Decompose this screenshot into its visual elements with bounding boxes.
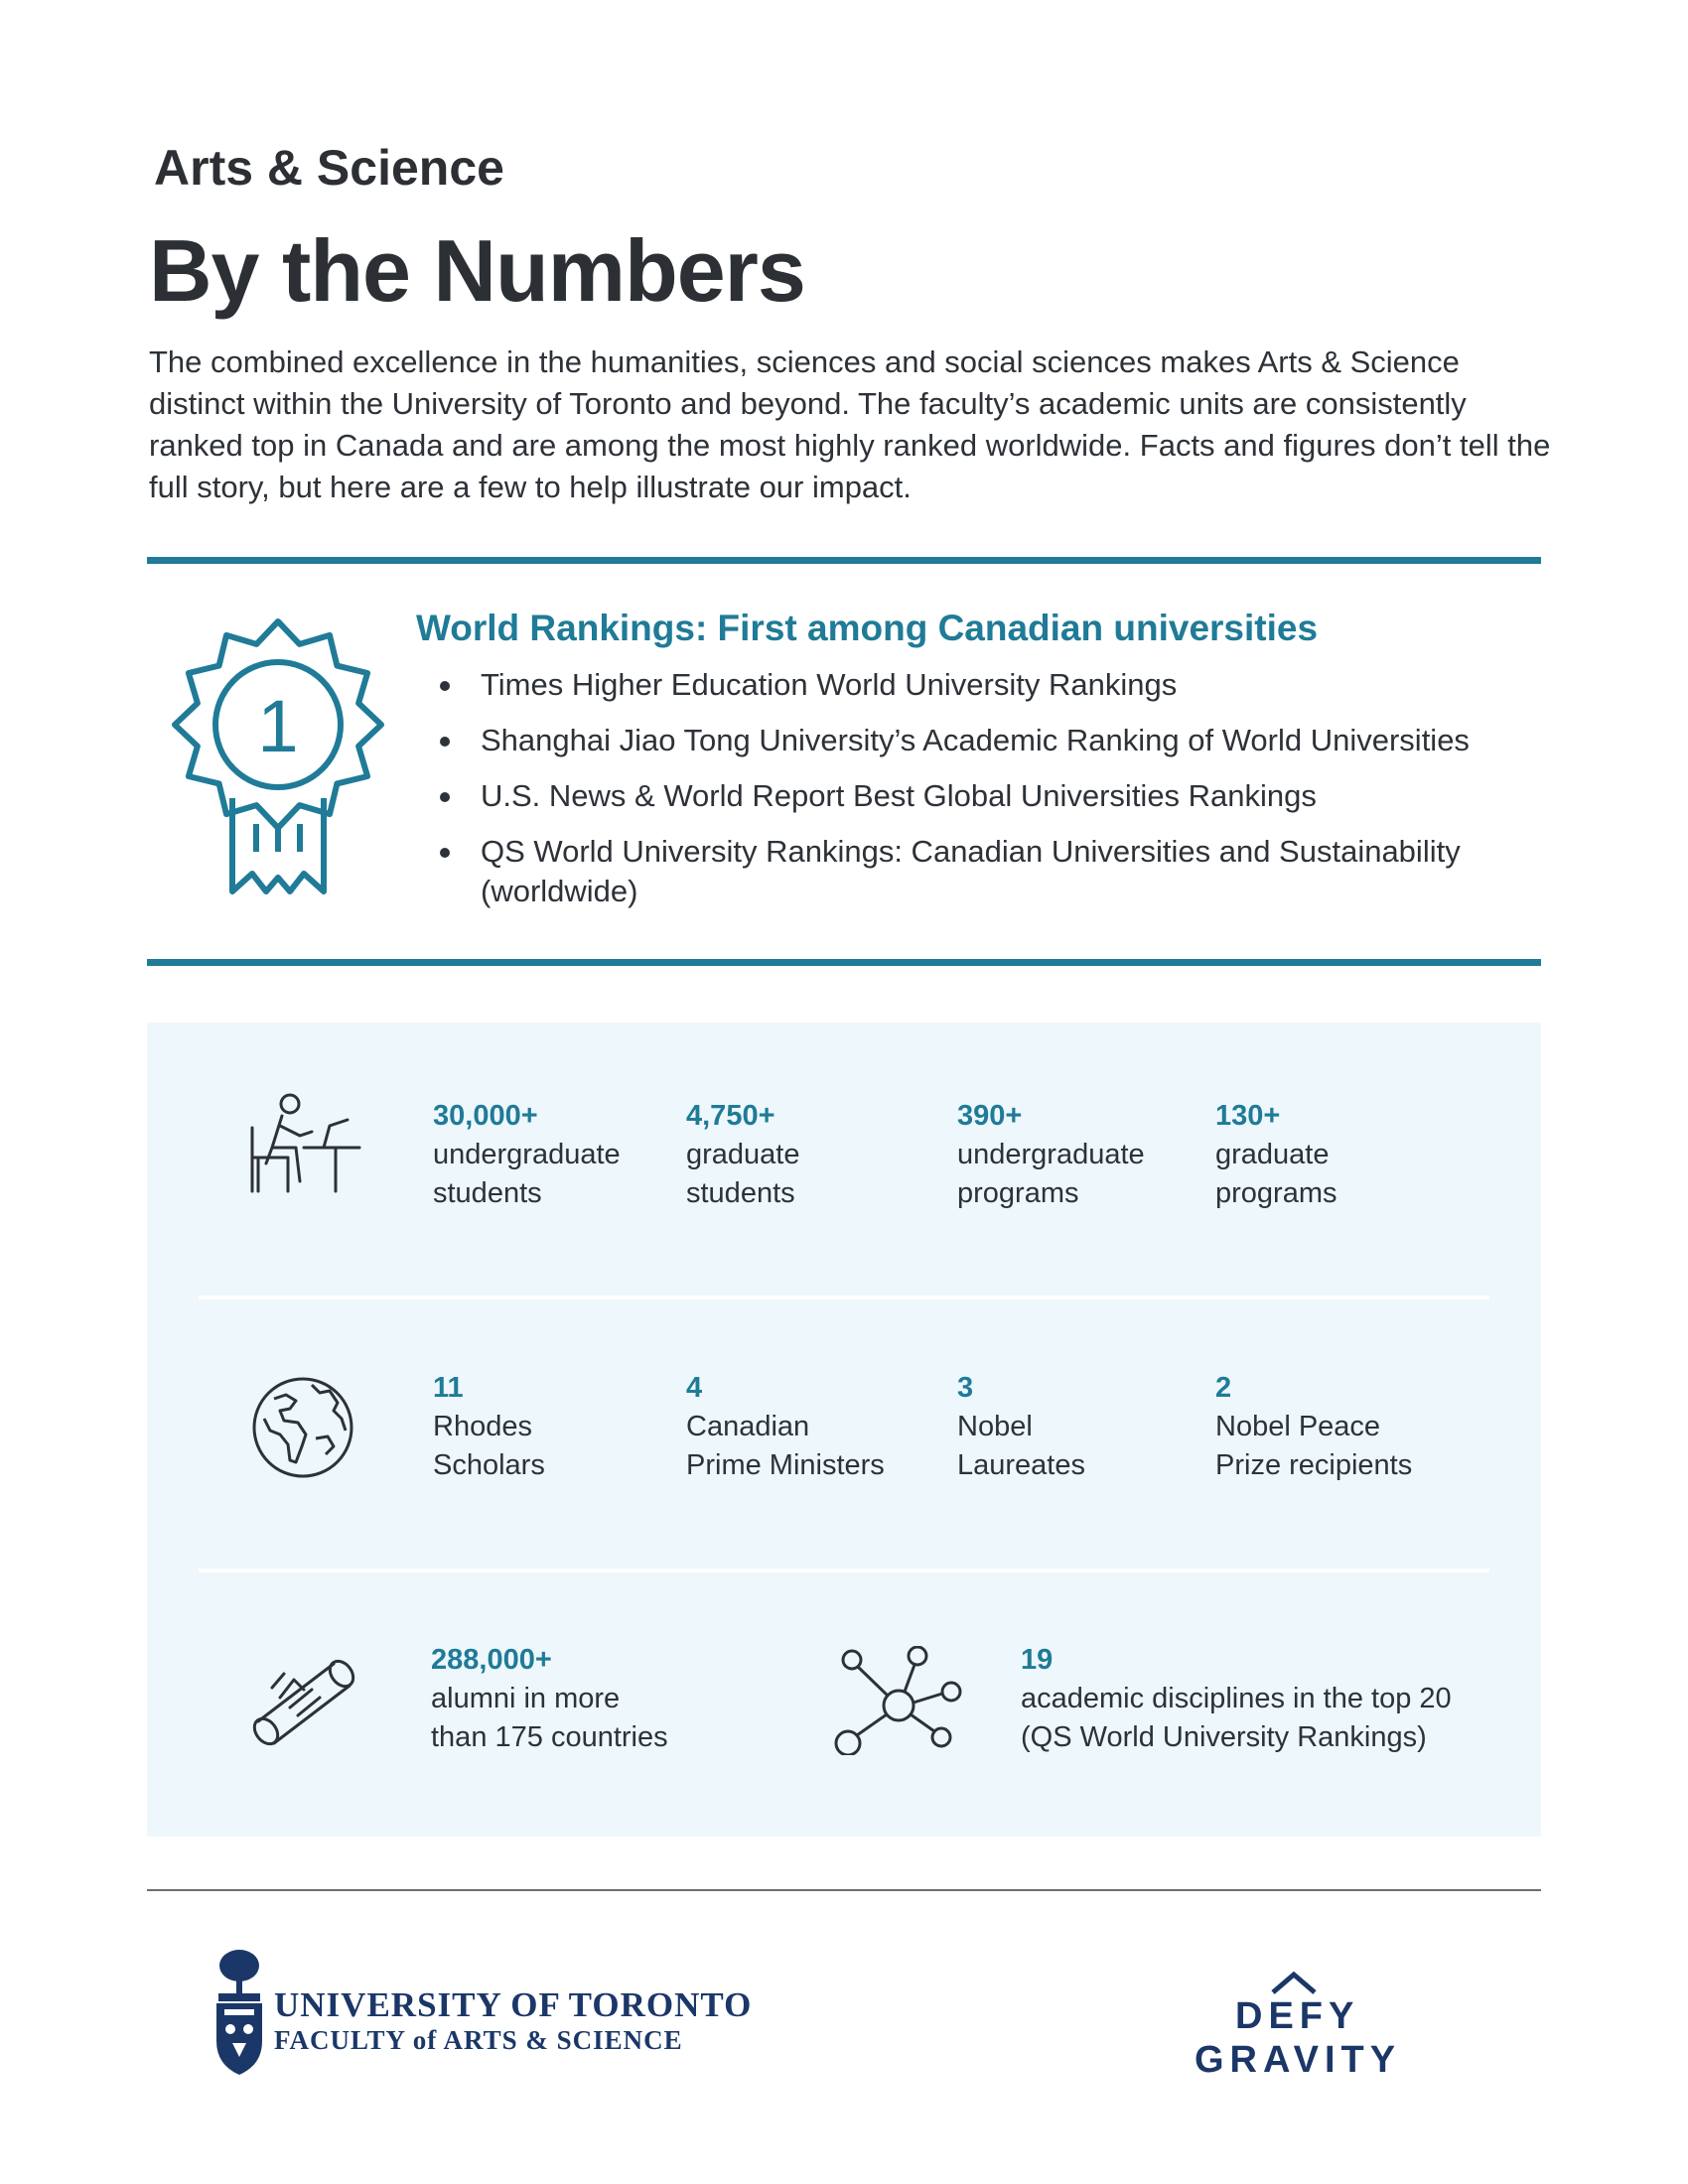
stat-label: Rhodes Scholars xyxy=(433,1411,545,1481)
top-rule xyxy=(147,557,1541,564)
panel-divider xyxy=(199,1569,1489,1572)
stat-value: 2 xyxy=(1215,1372,1232,1404)
stat-graduate-students xyxy=(686,1096,800,1213)
stat-value: 30,000+ xyxy=(433,1100,538,1132)
intro-paragraph: The combined excellence in the humanities, sciences and social sciences makes Arts & Science distinct within the University of Toronto and beyond. The faculty’s academic units are consistently ranked top in Canada and are among the most highly ranked worldwide. Facts and figures don’t tell the full story, but here are a few to help illustrate our impact. xyxy=(149,344,1551,504)
rankings-heading: World Rankings: First among Canadian universities xyxy=(416,608,1319,648)
page-title: By the Numbers xyxy=(149,221,805,320)
student-desk-icon xyxy=(238,1092,367,1206)
rankings-list xyxy=(437,665,1529,927)
stat-value: 390+ xyxy=(957,1100,1023,1132)
stat-value: 19 xyxy=(1021,1644,1054,1676)
stat-value: 4,750+ xyxy=(686,1100,775,1132)
uoft-wordmark: UNIVERSITY OF TORONTO xyxy=(274,1985,753,2024)
uoft-crest-icon xyxy=(211,1948,268,2079)
stat-value: 11 xyxy=(433,1372,464,1404)
stat-label: Nobel Laureates xyxy=(957,1411,1085,1481)
globe-icon xyxy=(250,1375,355,1480)
stat-label: graduate students xyxy=(686,1139,800,1209)
stat-prime-ministers xyxy=(686,1368,885,1485)
stat-nobel-peace xyxy=(1215,1368,1412,1485)
stat-label: alumni in more than 175 countries xyxy=(431,1683,668,1753)
stat-label: undergraduate students xyxy=(433,1139,621,1209)
defy-gravity-line1: DEFY xyxy=(1235,1995,1360,2037)
stat-value: 4 xyxy=(686,1372,703,1404)
page-kicker: Arts & Science xyxy=(154,140,504,196)
bottom-rule xyxy=(147,959,1541,966)
list-item: U.S. News & World Report Best Global Universities Rankings xyxy=(437,776,1529,816)
stat-undergraduate-students xyxy=(433,1096,621,1213)
stat-alumni xyxy=(431,1640,668,1757)
medal-number: 1 xyxy=(257,685,299,767)
stat-value: 130+ xyxy=(1215,1100,1281,1132)
footer-rule xyxy=(147,1889,1541,1891)
list-item: QS World University Rankings: Canadian Universities and Sustainability (worldwide) xyxy=(437,832,1529,911)
stat-label: academic disciplines in the top 20 (QS World University Rankings) xyxy=(1021,1683,1452,1753)
diploma-scroll-icon xyxy=(250,1650,357,1751)
stat-graduate-programs xyxy=(1215,1096,1337,1213)
panel-divider xyxy=(199,1296,1489,1299)
stat-label: Nobel Peace Prize recipients xyxy=(1215,1411,1413,1481)
list-item: Shanghai Jiao Tong University’s Academic Ranking of World Universities xyxy=(437,721,1529,760)
stat-label: undergraduate programs xyxy=(957,1139,1145,1209)
defy-gravity-line2: GRAVITY xyxy=(1195,2039,1402,2081)
award-medal-icon xyxy=(167,614,389,911)
stat-nobel-laureates xyxy=(957,1368,1085,1485)
stat-value: 3 xyxy=(957,1372,974,1404)
network-icon xyxy=(834,1646,963,1755)
list-item: Times Higher Education World University Rankings xyxy=(437,665,1529,705)
stat-academic-disciplines xyxy=(1021,1640,1452,1757)
stat-label: Canadian Prime Ministers xyxy=(686,1411,885,1481)
chevron-up-icon xyxy=(1269,1971,1319,1994)
uoft-faculty-wordmark: FACULTY of ARTS & SCIENCE xyxy=(274,2025,683,2055)
stat-rhodes-scholars xyxy=(433,1368,545,1485)
stat-undergraduate-programs xyxy=(957,1096,1145,1213)
stat-label: graduate programs xyxy=(1215,1139,1337,1209)
stat-value: 288,000+ xyxy=(431,1644,552,1676)
